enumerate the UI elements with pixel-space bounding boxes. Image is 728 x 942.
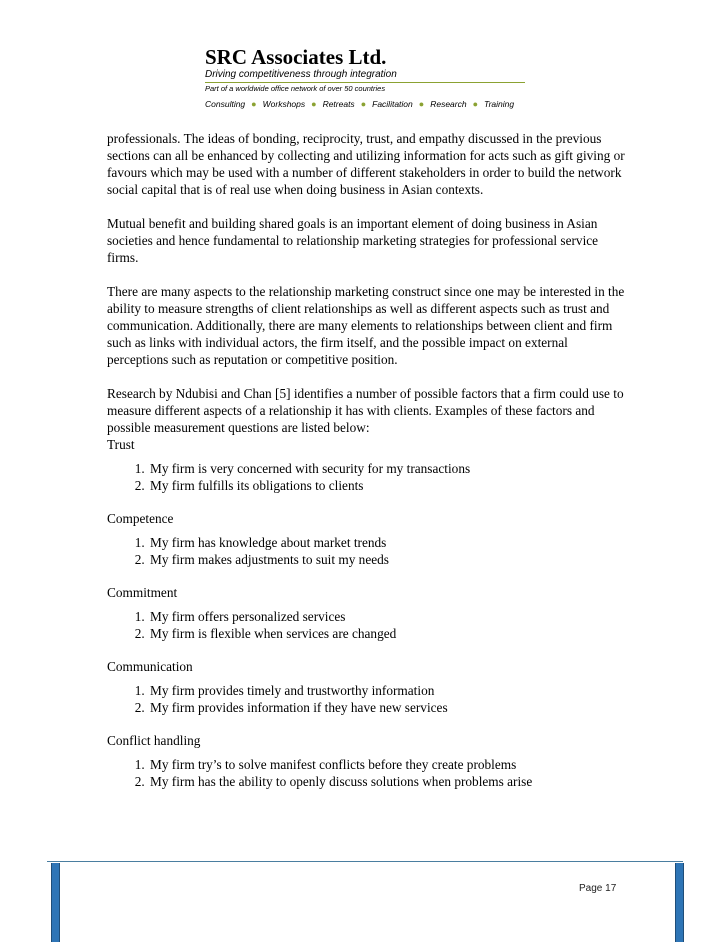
list-item: 1. My firm provides timely and trustworthy information (148, 682, 627, 699)
factor-list-trust (107, 460, 627, 494)
service-retreats: Retreats (322, 99, 355, 109)
list-item: 1. My firm has knowledge about market trends (148, 534, 627, 551)
list-item: 2. My firm is flexible when services are changed (148, 625, 627, 642)
company-subtagline: Part of a worldwide office network of over 50 countries (205, 84, 386, 93)
company-name: SRC Associates Ltd. (205, 45, 387, 69)
paragraph: Research by Ndubisi and Chan [5] identifies a number of possible factors that a firm could use to measure different aspects of a relationship it has with clients. Examples of these factors and possible measurement questions are listed below: (107, 386, 624, 435)
list-item: 2. My firm provides information if they have new services (148, 699, 627, 716)
bullet-dot-icon: ● (418, 99, 425, 109)
paragraph: There are many aspects to the relationship marketing construct since one may be interested in the ability to measure strengths of client relationships as well as different aspects such as trust and communication. Additionally, there are many elements to relationships between client and firm such as links with individual actors, the firm itself, and the possible impact on external perceptions such as reputation or competitive position. (107, 284, 625, 367)
factor-heading-commitment: Commitment (107, 585, 178, 600)
bullet-dot-icon: ● (472, 99, 479, 109)
factor-list-commitment (107, 608, 627, 642)
factor-heading-communication: Communication (107, 659, 193, 674)
page-content (107, 130, 627, 806)
paragraph: Mutual benefit and building shared goals is an important element of doing business in Asian societies and hence fundamental to relationship marketing strategies for professional service firms. (107, 216, 599, 265)
list-item: 1. My firm is very concerned with security for my transactions (148, 460, 627, 477)
list-item: 1. My firm offers personalized services (148, 608, 627, 625)
factor-list-competence (107, 534, 627, 568)
footer-divider (47, 861, 683, 862)
letterhead (205, 45, 525, 110)
bullet-dot-icon: ● (360, 99, 367, 109)
footer-bar-right (675, 863, 684, 942)
factor-list-communication (107, 682, 627, 716)
list-item: 2. My firm makes adjustments to suit my needs (148, 551, 627, 568)
service-facilitation: Facilitation (372, 99, 413, 109)
bullet-dot-icon: ● (311, 99, 317, 109)
service-research: Research (430, 99, 467, 109)
list-item: 2. My firm fulfills its obligations to clients (148, 477, 627, 494)
factor-heading-trust: Trust (107, 437, 135, 452)
factor-heading-competence: Competence (107, 511, 174, 526)
service-training: Training (484, 99, 515, 109)
service-consulting: Consulting (205, 99, 246, 109)
page-number: Page 17 (579, 883, 617, 894)
services-list (205, 98, 525, 110)
list-item: 2. My firm has the ability to openly discuss solutions when problems arise (148, 773, 627, 790)
factor-heading-conflict-handling: Conflict handling (107, 733, 201, 748)
bullet-dot-icon: ● (251, 99, 257, 109)
paragraph: professionals. The ideas of bonding, reciprocity, trust, and empathy discussed in the previous sections can all be enhanced by collecting and utilizing information for acts such as gift giving or favours which may be used with a number of different stakeholders in order to build the network social capital that is of real use when doing business in Asian contexts. (107, 131, 625, 197)
list-item: 1. My firm try’s to solve manifest conflicts before they create problems (148, 756, 627, 773)
company-tagline: Driving competitiveness through integration (205, 69, 525, 83)
service-workshops: Workshops (262, 99, 306, 109)
footer-bar-left (51, 863, 60, 942)
factor-list-conflict-handling (107, 756, 627, 790)
